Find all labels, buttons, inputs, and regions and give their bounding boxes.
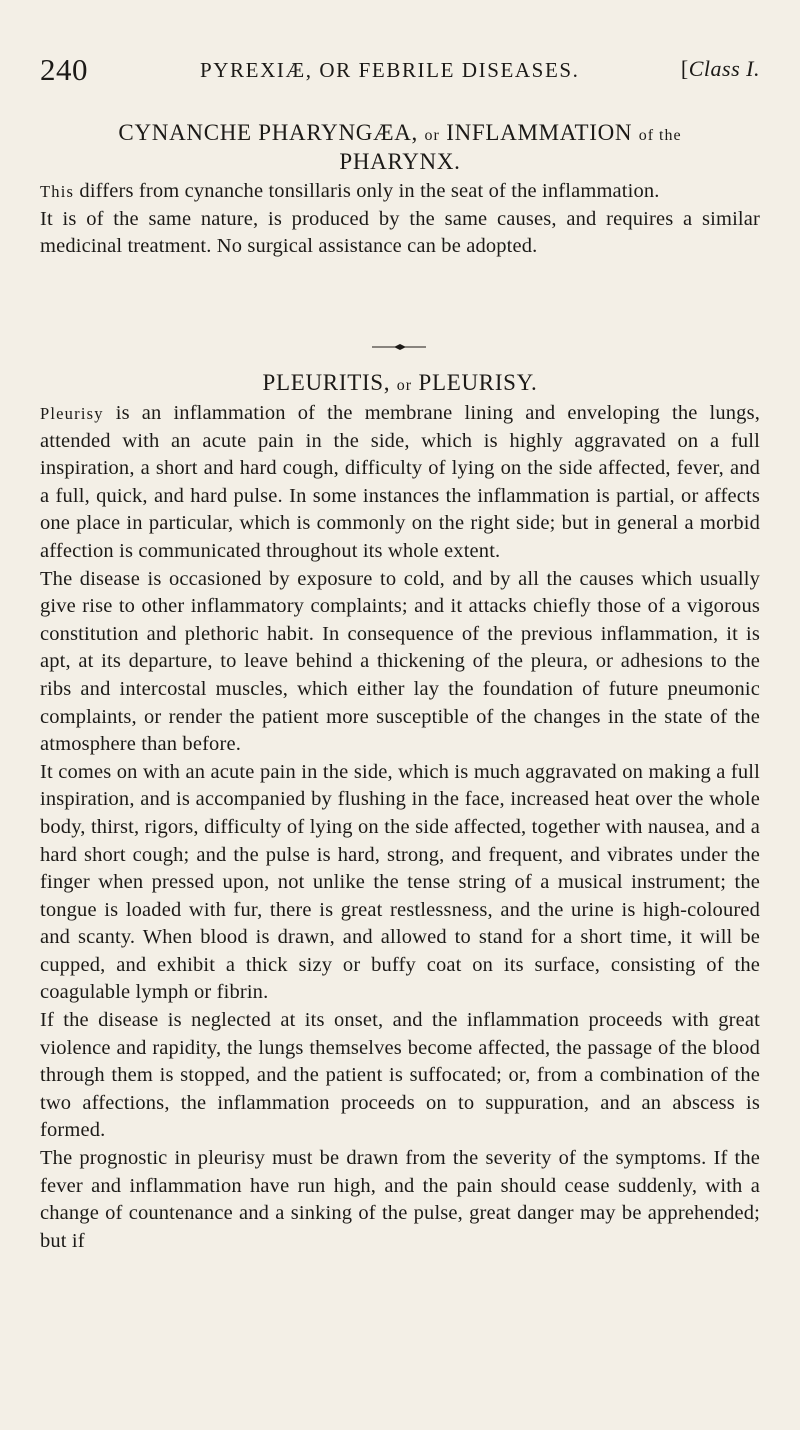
paragraph: The disease is occasioned by exposure to cold, and by all the causes which usually give rise to other inflammatory complaints; and it attacks chiefly those of a vigorous constitution and plethoric habit. In consequence of the previous inflammation, it is apt, at its departure, to leave behind a thickening of the pleura, or adhesions to the ribs and intercostal muscles, which either lay the foundation of future pneumonic complaints, or render the patient more susceptible of the changes in the state of the atmosphere than before. [40, 567, 760, 756]
heading-main: CYNANCHE PHARYNGÆA, [118, 120, 418, 145]
heading-part2: INFLAMMATION [446, 120, 633, 145]
section-pleurisy-body [40, 400, 760, 1255]
heading-part2: PLEURISY. [418, 370, 538, 395]
paragraph: It comes on with an acute pain in the side, which is much aggravated on making a full inspiration, and is accompanied by flushing in the face, increased heat over the whole body, thirst, rigors, difficulty of lying on the side affected, together with nausea, and a hard short cough; and the pulse is hard, strong, and frequent, and vibrates under the finger when pressed upon, not unlike the tense string of a musical instrument; the tongue is loaded with fur, there is great restlessness, and the urine is high-coloured and scanty. When blood is drawn, and allowed to stand for a short time, it will be cupped, and exhibit a thick sizy or buffy coat on its surface, consisting of the coagulable lymph or fibrin. [40, 760, 760, 1004]
class-bracket: [ [680, 56, 689, 81]
paragraph-lead: This [40, 182, 75, 201]
heading-of-the: of the [638, 127, 682, 144]
class-label: Class I. [688, 56, 760, 81]
section-heading-pleurisy [40, 370, 760, 399]
heading-or: or [424, 127, 440, 144]
ornamental-divider [0, 342, 800, 352]
page-number: 240 [40, 52, 88, 87]
paragraph: The prognostic in pleurisy must be drawn from the severity of the symptoms. If the fever and inflammation have run high, and the pain should cease suddenly, with a change of countenance and a sinking of the pulse, great danger may be apprehended; but if [40, 1147, 760, 1252]
paragraph: If the disease is neglected at its onset, and the inflammation proceeds with great violence and rapidity, the lungs themselves become affected, the passage of the blood through them is stopped, and the patient is suffocated; or, from a combination of the two affections, the inflammation proceeds on to suppuration, and an abscess is formed. [40, 1009, 760, 1142]
class-mark [681, 56, 760, 82]
running-head [40, 52, 760, 92]
heading-line2: PHARYNX. [339, 149, 461, 174]
paragraph: It is of the same nature, is produced by the same causes, and requires a similar medicinal treatment. No surgical assistance can be adopted. [40, 207, 760, 258]
paragraph [40, 400, 760, 566]
heading-or: or [396, 377, 413, 394]
running-title: PYREXIÆ, OR FEBRILE DISEASES. [200, 58, 580, 82]
heading-main: PLEURITIS, [262, 370, 391, 395]
paragraph [40, 178, 760, 206]
section-heading-pharynx [40, 120, 760, 175]
section-pharynx-body [40, 178, 760, 261]
paragraph-text: differs from cynanche tonsillaris only in the seat of the inflammation. [74, 180, 660, 202]
paragraph-text: is an inflammation of the membrane lining and enveloping the lungs, attended with an acute pain in the side, which is highly aggravated on a full inspiration, a short and hard cough, difficulty of lying on the side affected, fever, and a full, quick, and hard pulse. In some instances the inflammation is partial, or affects one place in particular, which is commonly on the right side; but in general a morbid affection is communicated throughout its whole extent. [40, 402, 760, 562]
paragraph-lead: Pleurisy [40, 404, 104, 423]
